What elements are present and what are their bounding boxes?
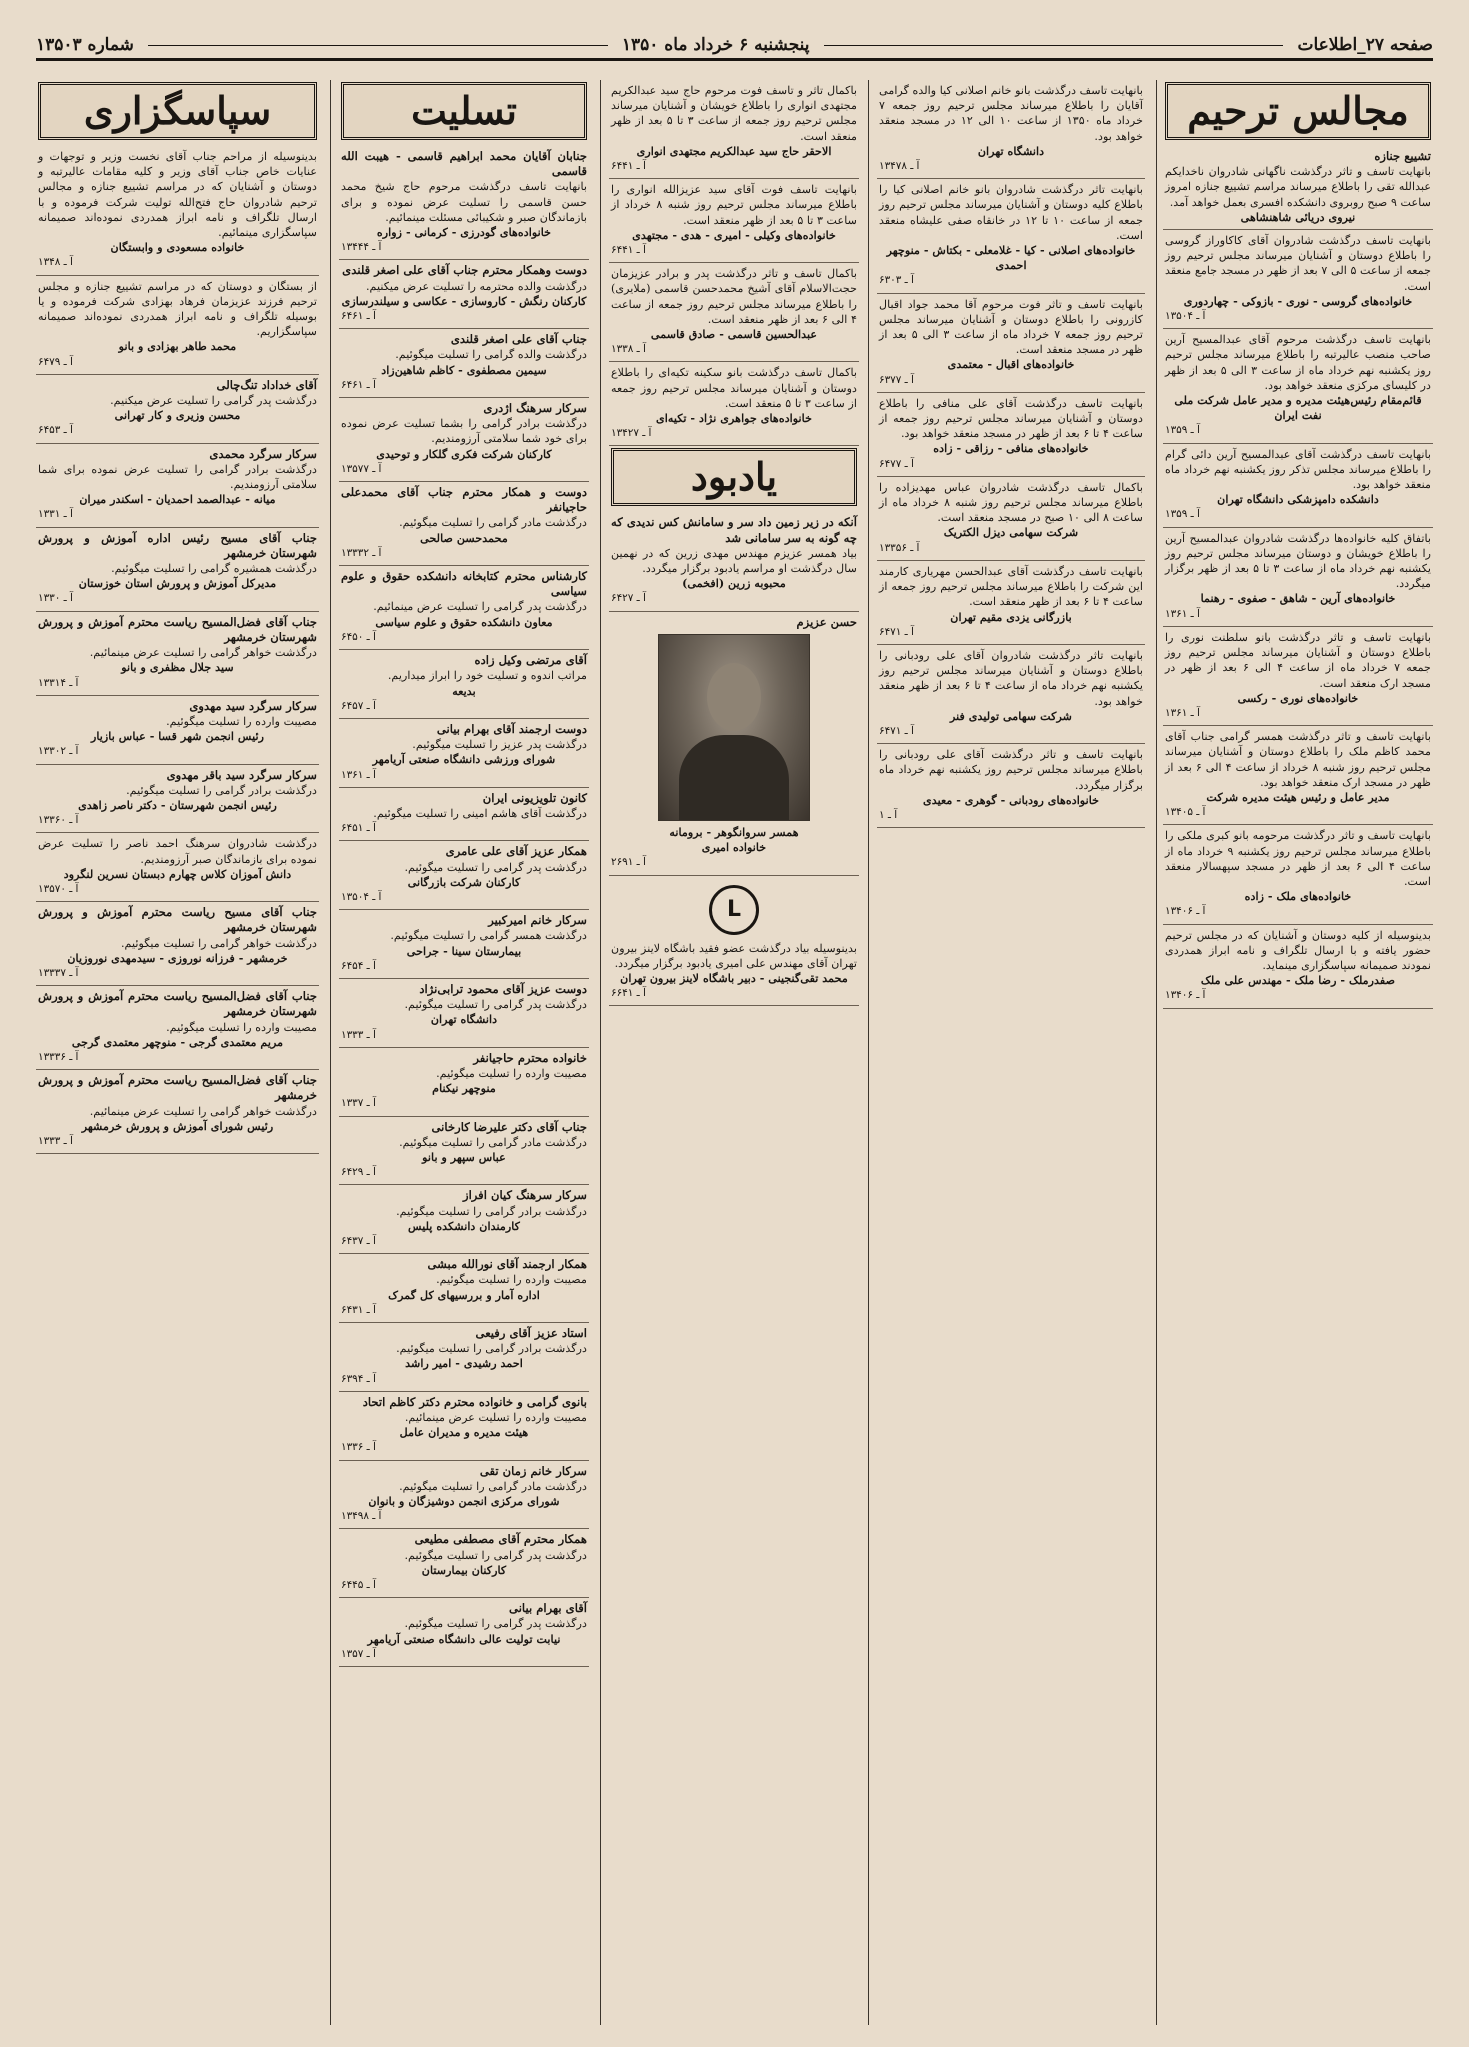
notice-title: جناب آقای دکتر علیرضا کارخانی — [431, 1119, 587, 1134]
notice — [1163, 329, 1433, 443]
notice-code: آ ـ ۶۴۵۷ — [341, 699, 376, 712]
notice — [36, 612, 319, 696]
notice-signature: محمدحسن صالحی — [420, 530, 508, 545]
notice-signature: اداره آمار و بررسیهای کل گمرک — [388, 1287, 540, 1302]
notice — [339, 1461, 589, 1530]
notice-body: درگذشت پدر گرامی را تسلیت میگوئیم. — [404, 860, 587, 874]
notice-signature: خانواده‌های وکیلی - امیری - هدی - مجتهدی — [632, 227, 836, 242]
lions-club-notice — [609, 876, 859, 1007]
notice-signature: دانشگاه تهران — [430, 1012, 498, 1027]
notice-title: سرکار خانم امیرکبیر — [488, 913, 587, 928]
notice-signature: الاحقر حاج سید عبدالکریم مجتهدی انواری — [636, 143, 832, 158]
notice-body: درگذشت خواهر گرامی را تسلیت عرض مینمائیم. — [89, 646, 317, 660]
notice-signature: کارکنان شرکت بازرگانی — [407, 874, 521, 889]
lions-club-emblem: L — [709, 885, 759, 935]
notice-code: آ ـ ۶۴۶۱ — [341, 310, 376, 323]
notice — [609, 179, 859, 263]
notice-signature: بازرگانی یزدی مقیم تهران — [950, 609, 1072, 624]
portrait-face — [707, 663, 761, 731]
notice — [339, 1392, 589, 1461]
notice-code: آ ـ ۱۳۵۹ — [1165, 508, 1200, 521]
notice-code: آ ـ ۶۴۴۱ — [611, 160, 646, 173]
notice-title: آقای مرتضی وکیل زاده — [474, 653, 587, 668]
notice-body: مصیبت وارده را تسلیت میگوئیم. — [166, 714, 317, 728]
notice-signature: احمد رشیدی - امیر راشد — [405, 1356, 523, 1371]
notice-body: باکمال تاسف و تاثر درگذشت پدر و برادر عزیزمان حجت‌الاسلام آقای آشیخ محمدحسن قاسمی (ملایری) را باطلاع میرساند مجلس ترحیم روز جمعه از ساعت ۴ الی ۶ بعد از ظهر منعقد است. — [611, 267, 857, 326]
notice-title: دوست ارجمند آقای بهرام بیانی — [436, 721, 587, 736]
notice-title: جناب آقای فضل‌المسیح ریاست محترم آموزش و پرورش شهرستان خرمشهر — [38, 989, 317, 1019]
notice-title: جنابان آقایان محمد ابراهیم قاسمی - هیبت الله قاسمی — [341, 149, 587, 179]
notice-body: بانهایت تاسف درگذشت آقای علی منافی را باطلاع دوستان و آشنایان میرساند مجلس ترحیم روز جمعه از ساعت ۴ تا ۶ بعد از ظهر در مسجد منعقد خواهد بود. — [879, 396, 1143, 441]
notice — [339, 788, 589, 842]
photo-memorial — [609, 612, 859, 876]
notice-signature: میانه - عبدالصمد احمدیان - اسکندر میران — [79, 492, 276, 507]
column-thanks — [36, 80, 319, 2025]
notice-code: آ ـ ۱۳۵۷ — [341, 1647, 376, 1660]
notice-body: از بستگان و دوستان که در مراسم تشییع جنازه و مجلس ترحیم فرزند عزیزمان فرهاد بهزادی شرکت فرموده و یا بوسیله تلگراف و نامه ابراز همدردی نموده‌اند صمیمانه سپاسگزاریم. — [38, 279, 317, 339]
notice — [36, 528, 319, 612]
notice-body: درگذشت مادر گرامی را تسلیت میگوئیم. — [399, 1479, 587, 1493]
portrait-body — [679, 735, 789, 820]
notice-signature: سیمین مصطفوی - کاظم شاهین‌زاد — [381, 362, 547, 377]
notice-body: درگذشت برادر گرامی را تسلیت میگوئیم. — [126, 783, 317, 797]
notice — [339, 1117, 589, 1186]
notice-signature: خانواده‌های جواهری نژاد - تکیه‌ای — [656, 411, 812, 426]
notice-title: آقای بهرام بیانی — [509, 1601, 587, 1616]
notice — [609, 362, 859, 446]
notice-body: بانهایت تاسف درگذشت بانو خانم اصلانی کیا والده گرامی آقایان را باطلاع میرساند مجلس ترحیم روز جمعه ۷ خرداد ماه ۱۳۵۰ از ساعت ۱۰ الی ۱۲ در مسجد منعقد خواهد بود. — [879, 84, 1143, 143]
page-label: صفحه ۲۷_اطلاعات — [1297, 35, 1433, 55]
notice — [36, 146, 319, 276]
notice — [36, 444, 319, 528]
notice — [339, 1048, 589, 1117]
notice-signature: عباس سپهر و بانو — [422, 1149, 506, 1164]
notice-code: آ ـ ۱۳۳۰ — [38, 592, 73, 605]
notice-body: درگذشت مادر گرامی را تسلیت میگوئیم. — [399, 1135, 587, 1149]
notice — [36, 902, 319, 986]
notice-body: بانهایت تاسف درگذشت شادروان آقای کاکاوراز گروسی را باطلاع دوستان و آشنایان میرساند مجلس ترحیم روز جمعه از ساعت ۵ الی ۷ بعد از ظهر در مسجد جامع منعقد است. — [1165, 234, 1431, 293]
notice-title: جناب آقای مسیح رئیس اداره آموزش و پرورش شهرستان خرمشهر — [38, 530, 317, 560]
notice — [1163, 627, 1433, 726]
notice — [36, 765, 319, 834]
notice — [877, 179, 1145, 293]
notice-signature: بیمارستان سینا - جراحی — [406, 943, 522, 958]
notice-code: آ ـ ۶۴۵۴ — [341, 959, 376, 972]
notice-code: آ ـ ۱۳۴۹۸ — [341, 1510, 382, 1523]
notice-title: آقای خداداد تنگ‌چالی — [216, 377, 317, 392]
notice-body: بدینوسیله از مراحم جناب آقای نخست وزیر و توجهات و عنایات خاص جناب آقای وزیر و کلیه مقامات عالیرتبه و دوستان و آشنایان که در مراسم تشییع جنازه و مجالس ترحیم شادروان حاج فتح‌الله تولیت شرکت فرموده و با ارسال تلگراف و نامه ابراز همدردی نموده‌اند صمیمانه سپاسگزاری مینمائیم. — [38, 150, 317, 240]
notice — [609, 80, 859, 179]
notice-signature: شرکت سهامی دیزل الکتریک — [943, 525, 1079, 540]
notice-code: آ ـ ۶۴۷۷ — [879, 457, 914, 470]
notice-code: آ ـ ۱۳۶۱ — [1165, 607, 1200, 620]
notice — [339, 910, 589, 979]
notice-body: مصیبت وارده را تسلیت میگوئیم. — [436, 1273, 587, 1287]
notice-code: آ ـ ۶۳۷۷ — [879, 373, 914, 386]
notice — [339, 1598, 589, 1667]
notice-code: آ ـ ۱۳۳۳۶ — [38, 1050, 79, 1063]
notice-signature: خرمشهر - فرزانه نوروزی - سیدمهدی نوروزیان — [67, 950, 288, 965]
issue-date: پنجشنبه ۶ خرداد ماه ۱۳۵۰ — [621, 35, 810, 55]
notice-code: آ ـ ۶۴۷۱ — [879, 625, 914, 638]
section-heading-remembrance: یادبود — [611, 448, 857, 506]
notice-signature: دانش آموزان کلاس چهارم دبستان نسرین لنگرود — [63, 866, 292, 881]
notice-code: آ ـ ۱۳۳۳ — [341, 1028, 376, 1041]
notice-title: سرکار سرهنگ اژدری — [483, 401, 587, 416]
notice — [36, 986, 319, 1070]
notice-title: همکار عزیز آقای علی عامری — [445, 844, 587, 859]
section-heading: سپاسگزاری — [38, 82, 317, 140]
issue-number: شماره ۱۳۵۰۳ — [35, 35, 134, 55]
notice-body: درگذشت برادر گرامی را تسلیت میگوئیم. — [396, 1204, 587, 1218]
notice — [36, 375, 319, 444]
notice-code: آ ـ ۶۴۵۳ — [38, 424, 73, 437]
notice-signature: شورای ورزشی دانشگاه صنعتی آریامهر — [372, 752, 556, 767]
notice-code: آ ـ ۶۴۷۱ — [879, 724, 914, 737]
notice-body: درگذشت همشیره گرامی را تسلیت میگوئیم. — [111, 562, 317, 576]
notice-title: جناب آقای مسیح ریاست محترم آموزش و پرورش شهرستان خرمشهر — [38, 905, 317, 935]
column-rule — [868, 80, 869, 2025]
notice — [339, 566, 589, 650]
column-memorial-notices — [877, 80, 1145, 2025]
notice — [609, 263, 859, 362]
notice-code: آ ـ ۱۳۳۱ — [38, 508, 73, 521]
notice-signature: خانواده‌های گودرزی - کرمانی - زواره — [376, 225, 552, 240]
notice — [339, 1254, 589, 1323]
notice-code: آ ـ ۱۳۴۲۷ — [611, 427, 652, 440]
notice-title: سرکار سرگرد محمدی — [209, 446, 317, 461]
notice-code: آ ـ ۱۳۳۳۷ — [38, 966, 79, 979]
notice-signature: کارکنان شرکت فکری گلکار و توحیدی — [376, 446, 552, 461]
notice-signature: کارکنان بیمارستان — [421, 1562, 507, 1577]
notice-body: بانهایت تاسف فوت آقای سید عزیزالله انواری را باطلاع میرساند مجلس ترحیم روز شنبه ۸ خرداد از ساعت ۳ تا ۵ بعد از ظهر منعقد است. — [611, 183, 857, 227]
notice-body: درگذشت پدر گرامی را تسلیت میگوئیم. — [404, 1548, 587, 1562]
section-heading: تسلیت — [341, 82, 587, 140]
notice-body: درگذشت برادر گرامی را تسلیت عرض نموده برای شما سلامتی آرزومندیم. — [38, 462, 317, 492]
notice-body: بانهایت تاسف و تاثر فوت مرحوم آقا محمد جواد اقبال کازرونی را باطلاع دوستان و آشنایان میرساند مجلس ترحیم روز جمعه ۷ خرداد ماه از ساعت ۳ الی ۵ بعد از ظهر در مسجد منعقد است. — [879, 297, 1143, 357]
column-rule — [330, 80, 331, 2025]
notice-body: بانهایت تاسف و تاثر درگذشت مرحومه بانو کبری ملکی را باطلاع میرساند مجلس ترحیم روز یکشنبه ۹ خرداد ماه از ساعت ۴ الی ۶ بعد از ظهر در مسجد سپهسالار منعقد است. — [1165, 829, 1432, 888]
notice-body: درگذشت برادر گرامی را بشما تسلیت عرض نموده برای خود شما سلامتی آرزومندیم. — [341, 417, 587, 446]
notice — [339, 719, 589, 788]
notice-code: آ ـ ۱۳۳۸ — [611, 343, 646, 356]
notice-code: آ ـ ۶۴۴۱ — [611, 244, 646, 257]
photo-caption: حسن عزیزم — [796, 614, 857, 629]
notice-title: سرکار سرگرد سید مهدوی — [189, 698, 317, 713]
lions-club-text: بدینوسیله بیاد درگذشت عضو فقید باشگاه لاینز بیرون تهران آقای مهندس علی امیری یادبود برگزار میگردد. — [611, 941, 857, 970]
notice-title: استاد عزیز آقای رفیعی — [475, 1326, 587, 1341]
column-rule — [600, 80, 601, 2025]
notice-body: بانهایت تاثر درگذشت شادروان بانو خانم اصلانی کیا را باطلاع کلیه دوستان و آشنایان میرساند مجلس ترحیم روز جمعه از ساعت ۱۰ تا ۱۲ در خانقاه صفی علیشاه منعقد است. — [879, 183, 1143, 242]
family-signature: خانواده امیری — [701, 840, 767, 855]
notice — [339, 650, 589, 719]
notice-title: خانواده محترم حاجیانفر — [473, 1050, 587, 1065]
notice-signature: رئیس انجمن شهرستان - دکتر ناصر زاهدی — [78, 797, 277, 812]
notice — [877, 645, 1145, 744]
notice — [339, 260, 589, 329]
notice-code: آ ـ ۱۳۵۹ — [1165, 424, 1200, 437]
notice-title: همکار محترم آقای مصطفی مطیعی — [414, 1532, 587, 1547]
notice-code: آ ـ ۱۳۳۷ — [341, 1097, 376, 1110]
notice — [339, 482, 589, 566]
notice-body: درگذشت والده گرامی را تسلیت میگوئیم. — [395, 348, 587, 362]
notice-body: بانهایت تاسف درگذشت مرحوم آقای عبدالمسیح آرین صاحب منصب عالیرتبه را باطلاع میرساند مجلس ترحیم روز یکشنبه نهم خرداد ماه از ساعت ۳ الی ۵ بعد از ظهر در کلیسای مرکزی منعقد خواهد بود. — [1165, 333, 1431, 392]
notice-body: درگذشت پدر گرامی را تسلیت میگوئیم. — [404, 1617, 587, 1631]
notice-signature: رئیس شورای آموزش و پرورش خرمشهر — [81, 1118, 274, 1133]
notice-signature: عبدالحسین قاسمی - صادق قاسمی — [650, 327, 818, 342]
notice-code: آ ـ ۱۳۳۰۲ — [38, 745, 79, 758]
notice-signature: نیابت تولیت عالی دانشگاه صنعتی آریامهر — [367, 1631, 561, 1646]
notice — [1163, 925, 1433, 1009]
notice-signature: بدیعه — [452, 683, 476, 698]
notice — [877, 294, 1145, 393]
notice-title: همکار ارجمند آقای نورالله مبشی — [427, 1257, 587, 1272]
notice-code: آ ـ ۱۳۳۳۲ — [341, 546, 382, 559]
notice-signature: خانواده‌های آرین - شاهق - صفوی - رهنما — [1200, 591, 1396, 606]
notice-signature: قائم‌مقام رئیس‌هیئت مدیره و مدیر عامل شرکت ملی نفت ایران — [1174, 393, 1422, 423]
notice-body: مراتب اندوه و تسلیت خود را ابراز میداریم. — [387, 669, 587, 683]
notice-code: آ ـ ۱۳۴۸ — [38, 256, 73, 269]
notice-body: بانهایت تاسف و تاثر درگذشت بانو سلطنت نوری را باطلاع دوستان و آشنایان میرساند مجلس ترحیم روز جمعه ۷ خرداد ماه از ساعت ۴ الی ۶ بعد از ظهر در مسجد ارک منعقد است. — [1165, 630, 1431, 690]
notice-code: آ ـ ۱۳۵۷۰ — [38, 882, 79, 895]
notice — [36, 276, 319, 375]
notice-title: سرکار سرگرد سید باقر مهدوی — [166, 767, 317, 782]
notice-code: آ ـ ۱۳۳۶۰ — [38, 814, 79, 827]
notice-body: مصیبت وارده را تسلیت میگوئیم. — [436, 1066, 587, 1080]
notice-code: آ ـ ۶۴۳۷ — [341, 1235, 376, 1247]
notice-code: آ ـ ۱۳۴۴۴ — [341, 241, 382, 254]
notice-body: باکمال تاثر و تاسف فوت مرحوم حاج سید عبدالکریم مجتهدی انواری را باطلاع خویشان و آشنایان میرساند مجلس ترحیم روز جمعه از ساعت ۳ تا ۵ بعد از ظهر منعقد است. — [611, 84, 857, 143]
notice-code: آ ـ ۱۳۴۰۵ — [1165, 806, 1206, 819]
notice-signature: کارکنان رنگش - کاروسازی - عکاسی و سیلندرسازی — [341, 293, 587, 308]
notice-code: آ ـ ۶۴۲۹ — [341, 1166, 376, 1179]
column-condolence-gatherings — [1163, 80, 1433, 2025]
notice-body: بدینوسیله از کلیه دوستان و آشنایان که در مجلس ترحیم حضور یافته و با ارسال تلگراف و نامه ابراز همدردی نمودند صمیمانه سپاسگزاری مینماید. — [1165, 928, 1431, 972]
notice-title: جناب آقای علی اصغر قلندی — [450, 332, 587, 347]
notice-body: مصیبت وارده را تسلیت میگوئیم. — [166, 1020, 317, 1034]
notice-signature: محسن وزیری و کار تهرانی — [114, 408, 241, 423]
notice-body: درگذشت خواهر گرامی را تسلیت عرض مینمائیم. — [89, 1104, 317, 1118]
notice-title: دوست و همکار محترم جناب آقای محمدعلی حاجیانفر — [341, 485, 587, 515]
notice-body: درگذشت همسر گرامی را تسلیت میگوئیم. — [390, 929, 587, 943]
notice-body: بانهایت تاسف و تاثر درگذشت ناگهانی شادروان ناخدایکم عبدالله تقی را باطلاع میرساند مراسم تشییع جنازه امروز ساعت ۹ صبح روبروی دانشکده افسری بعمل خواهد آمد. — [1165, 165, 1431, 209]
notice — [339, 1185, 589, 1254]
notice-code: آ ـ ۶۳۹۴ — [341, 1372, 376, 1385]
notice-body: بانهایت تاسف درگذشت آقای عبدالمسیح آرین دائی گرام را باطلاع میرساند مجلس تذکر روز یکشنبه نهم خرداد ماه منعقد خواهد بود. — [1165, 447, 1431, 492]
notice-signature: خانواده‌های رودبانی - گوهری - معیدی — [922, 792, 1100, 807]
notice-body: درگذشت شادروان سرهنگ احمد ناصر را تسلیت عرض نموده برای بازماندگان صبر آرزومندیم. — [38, 837, 317, 866]
notice-title: کارشناس محترم کتابخانه دانشکده حقوق و علوم سیاسی — [341, 569, 587, 599]
notice-title: جناب آقای فضل‌المسیح ریاست محترم آموزش و پرورش شهرستان خرمشهر — [38, 614, 317, 644]
notice-body: درگذشت پدر گرامی را تسلیت عرض مینمائیم. — [373, 600, 587, 614]
portrait-photo — [658, 634, 810, 821]
notice-code: آ ـ ۱۳۳۱۴ — [38, 676, 79, 689]
notice-body: درگذشت آقای هاشم امینی را تسلیت میگوئیم. — [373, 806, 587, 820]
notice-code: آ ـ ۱۳۶۱ — [1165, 706, 1200, 719]
notice-signature: صفدرملک - رضا ملک - مهندس علی ملک — [1200, 973, 1396, 988]
notice-title: سرکار سرهنگ کیان افراز — [462, 1188, 587, 1203]
notice — [1163, 528, 1433, 627]
notice-body: مصیبت وارده را تسلیت عرض مینمائیم. — [404, 1411, 587, 1425]
notice-signature: شورای مرکزی انجمن دوشیزگان و بانوان — [368, 1494, 560, 1509]
lions-club-signature: محمد تقی‌گنجینی - دبیر باشگاه لاینز بیرون تهران — [620, 970, 848, 985]
notice-signature: مدیر عامل و رئیس هیئت مدیره شرکت — [1206, 789, 1390, 804]
notice-code: آ ـ ۶۴۴۵ — [341, 1579, 376, 1592]
notice-title: بانوی گرامی و خانواده محترم دکتر کاظم اتحاد — [362, 1394, 587, 1409]
notice-signature: مدیرکل آموزش و پرورش استان خوزستان — [78, 576, 277, 591]
memorial-notice — [609, 512, 859, 611]
notice-signature: دانشگاه تهران — [977, 143, 1045, 158]
notice-body: باکمال تاسف درگذشت بانو سکینه تکیه‌ای را باطلاع دوستان و آشنایان میرساند مجلس ترحیم روز جمعه از ساعت ۳ تا ۵ منعقد است. — [611, 366, 857, 410]
notice-title: تشییع جنازه — [1374, 149, 1431, 163]
notice-signature: خانواده‌های اصلانی - کیا - غلامعلی - بکتاش - منوچهر احمدی — [886, 243, 1136, 273]
notice — [1163, 444, 1433, 528]
notice — [339, 146, 589, 260]
notice — [339, 1529, 589, 1598]
notice-code: آ ـ ۱۳۵۷۷ — [341, 462, 382, 475]
notice-code: آ ـ ۱۳۴۰۶ — [1165, 905, 1206, 918]
lions-club-code: آ ـ ۶۶۴۱ — [611, 987, 646, 1000]
notice-body: درگذشت پدر گرامی را تسلیت عرض میکنیم. — [110, 394, 317, 408]
notice — [1163, 230, 1433, 329]
notice-title: سرکار خانم زمان تقی — [479, 1463, 587, 1478]
notice-body: باتفاق کلیه خانواده‌ها درگذشت شادروان عبدالمسیح آرین را باطلاع خویشان و دوستان میرساند مجلس ترحیم روز یکشنبه نهم خرداد ماه از ساعت ۳ تا ۵ بعد از ظهر برگزار میگردد. — [1165, 531, 1431, 591]
section-heading: مجالس ترحیم — [1165, 82, 1431, 140]
notice-code: آ ـ ۱۳۵۰۴ — [1165, 310, 1206, 323]
memorial-body: بیاد همسر عزیزم مهندس مهدی زرین که در نهمین سال درگذشت او مراسم یادبود برگزار میگردد. — [611, 546, 857, 576]
notice-body: بانهایت تاسف درگذشت مرحوم حاج شیخ محمد حسن قاسمی را تسلیت عرض نموده و برای بازماندگان صبر و شکیبائی مسئلت مینمائیم. — [341, 180, 587, 224]
notice-body: باکمال تاسف درگذشت شادروان عباس مهدیزاده را باطلاع میرساند مجلس ترحیم روز شنبه ۸ خرداد ماه از ساعت ۸ الی ۱۰ صبح در مسجد منعقد است. — [879, 480, 1143, 525]
notice-signature: هیئت مدیره و مدیران عامل — [399, 1425, 529, 1440]
notice-code: آ ـ ۱۳۳۵۶ — [879, 541, 920, 554]
notice — [339, 841, 589, 910]
notice-signature: کارمندان دانشکده پلیس — [407, 1218, 521, 1233]
column-condolences — [339, 80, 589, 2025]
notice — [877, 561, 1145, 645]
notice-signature: رئیس انجمن شهر قسا - عباس بازیار — [90, 729, 264, 744]
notice-body: بانهایت تاسف درگذشت آقای عبدالحسن مهریاری کارمند این شرکت را باطلاع میرساند مجلس ترحیم روز جمعه از ساعت ۴ تا ۶ بعد از ظهر منعقد است. — [879, 564, 1143, 609]
notice-code: آ ـ ۶۴۷۹ — [38, 355, 73, 368]
notice-title: دوست وهمکار محترم جناب آقای علی اصغر قلندی — [342, 263, 587, 278]
notice-title: جناب آقای فضل‌المسیح ریاست محترم آموزش و پرورش خرمشهر — [38, 1073, 317, 1103]
notice-signature: دانشکده دامپزشکی دانشگاه تهران — [1217, 492, 1379, 507]
notice-code: آ ـ ۱۳۴۰۶ — [1165, 989, 1206, 1002]
notice — [1163, 825, 1433, 924]
notice-signature: نیروی دریائی شاهنشاهی — [1240, 209, 1356, 224]
notice-body: درگذشت برادر گرامی را تسلیت میگوئیم. — [396, 1342, 587, 1356]
notice — [877, 393, 1145, 477]
notice-body: بانهایت تاثر درگذشت شادروان آقای علی رودبانی را باطلاع دوستان و آشنایان میرساند مجلس ترحیم روز یکشنبه نهم خرداد ماه از ساعت ۴ تا ۶ بعد از ظهر منعقد خواهد بود. — [879, 648, 1143, 708]
notice-code: آ ـ ۶۴۳۱ — [341, 1303, 376, 1316]
notice-signature: سید جلال مظفری و بانو — [121, 660, 234, 675]
notice — [339, 329, 589, 398]
notice — [1163, 726, 1433, 825]
masthead-rule — [148, 45, 608, 46]
masthead — [36, 32, 1433, 61]
notice-signature: معاون دانشکده حقوق و علوم سیاسی — [375, 614, 553, 629]
notice — [339, 979, 589, 1048]
notice-signature: خانواده‌های اقبال - معتمدی — [947, 357, 1075, 372]
notice — [877, 744, 1145, 828]
photo-signature: همسر سروانگوهر - برومانه — [669, 824, 799, 839]
memorial-verse: آنکه در زیر زمین داد سر و سامانش کس ندیدی که چه گونه به سر سامانی شد — [611, 515, 857, 545]
notice-signature: خانواده‌های منافی - رزاقی - زاده — [933, 441, 1089, 456]
notice-code: آ ـ ۱۳۳۳ — [38, 1134, 73, 1147]
notice-body: درگذشت پدر گرامی را تسلیت میگوئیم. — [404, 998, 587, 1012]
notice-code: آ ـ ۶۴۵۰ — [341, 630, 376, 643]
notice-body: بانهایت تاسف و تاثر درگذشت آقای علی رودبانی را باطلاع میرساند مجلس ترحیم روز یکشنبه نهم خرداد ماه برگزار میگردد. — [879, 748, 1143, 792]
notice-code: آ ـ ۱ — [879, 808, 898, 821]
memorial-signature: محبوبه زرین (افخمی) — [682, 576, 786, 591]
notice-code: آ ـ ۶۴۶۱ — [341, 378, 376, 391]
notice-signature: منوچهر نیکنام — [432, 1081, 496, 1096]
notice-body: بانهایت تاسف و تاثر درگذشت همسر گرامی جناب آقای محمد کاظم ملک را باطلاع دوستان و آشنایان میرساند مجلس ترحیم روز شنبه ۸ خرداد از ساعت ۴ الی ۶ بعد از ظهر در مسجد ارک منعقد خواهد بود. — [1165, 730, 1431, 789]
notice-signature: خانواده مسعودی و وابستگان — [110, 240, 245, 255]
notice — [36, 696, 319, 765]
notice — [1163, 146, 1433, 230]
family-code: آ ـ ۲۶۹۱ — [611, 856, 646, 869]
notice — [877, 477, 1145, 561]
notice-body: درگذشت پدر عزیز را تسلیت میگوئیم. — [412, 738, 587, 752]
notice-signature: خانواده‌های ملک - زاده — [1244, 889, 1352, 904]
notice-body: درگذشت خواهر گرامی را تسلیت میگوئیم. — [120, 936, 317, 950]
notice — [36, 1070, 319, 1154]
masthead-rule — [824, 45, 1284, 46]
notice-code: آ ـ ۱۳۴۷۸ — [879, 160, 920, 173]
notice — [339, 1323, 589, 1392]
notice — [36, 833, 319, 902]
memorial-code: آ ـ ۶۴۲۷ — [611, 592, 646, 605]
notice-signature: مریم معتمدی گرجی - منوچهر معتمدی گرجی — [71, 1034, 284, 1049]
notice-code: آ ـ ۱۳۳۶ — [341, 1441, 376, 1454]
notice-code: آ ـ ۶۴۵۱ — [341, 822, 376, 835]
column-rule — [1156, 80, 1157, 2025]
notice-signature: خانواده‌های گروسی - نوری - بازوکی - چهاردوری — [1183, 293, 1413, 308]
notice-signature: محمد طاهر بهزادی و بانو — [118, 339, 237, 354]
notice-signature: خانواده‌های نوری - رکسی — [1237, 690, 1359, 705]
notice-title: کانون تلویزیونی ایران — [482, 790, 587, 805]
notice-title: دوست عزیز آقای محمود ترابی‌نژاد — [419, 981, 587, 996]
column-memorial-and-remembrance — [609, 80, 859, 2025]
notice-body: درگذشت والده محترمه را تسلیت عرض میکنیم. — [365, 279, 587, 293]
notice-code: آ ـ ۱۳۵۰۴ — [341, 890, 382, 903]
notice-signature: شرکت سهامی تولیدی فنر — [949, 708, 1072, 723]
notice-body: درگذشت مادر گرامی را تسلیت میگوئیم. — [399, 516, 587, 530]
notice — [339, 398, 589, 482]
notice-code: آ ـ ۶۳۰۳ — [879, 274, 914, 287]
notice — [877, 80, 1145, 179]
notice-code: آ ـ ۱۳۶۱ — [341, 768, 376, 781]
